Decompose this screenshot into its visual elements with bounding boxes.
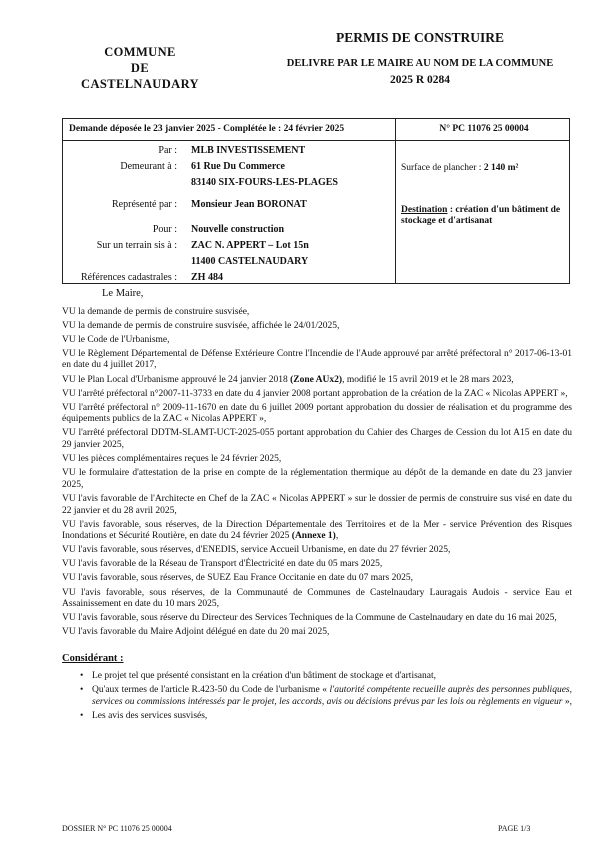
value-cadastre: ZH 484 [191,272,223,283]
permis-subtitle: DELIVRE PAR LE MAIRE AU NOM DE LA COMMUNE [286,58,554,69]
bullet-icon: • [80,711,84,722]
le-maire: Le Maire, [102,288,144,299]
table-divider-vertical [395,119,396,283]
vu-paragraph: VU l'avis favorable, sous réserves, de la Direction Départementale des Territoires et de la Mer - service Prévention des Risques Inondations et Sécurité Routière, en date du 24 février 2025 (Annexe 1), [62,519,572,542]
request-dates: Demande déposée le 23 janvier 2025 - Complétée le : 24 février 2025 [69,124,345,134]
considerant-item: • Qu'aux termes de l'article R.423-50 du Code de l'urbanisme « l'autorité compétente recueille auprès des personnes publiques, services ou commissions intéressés par le projet, les accords, avis ou décisions prévus par les lois ou règlements en vigueur », [80,685,572,707]
vu-paragraph: VU l'avis favorable du Maire Adjoint délégué en date du 20 mai 2025, [62,627,330,638]
vu-paragraph: VU l'arrêté préfectoral n°2007-11-3733 en date du 4 janvier 2008 portant approbation de la création de la ZAC « Nicolas APPERT », [62,388,568,399]
arrete-body [62,288,572,726]
vu-paragraph: VU l'avis favorable, sous réserves, de la Communauté de Communes de Castelnaudary Lauragais Audois - service Eau et Assainissement en date du 10 mars 2025, [62,587,572,610]
vu-paragraph: VU les pièces complémentaires reçues le 24 février 2025, [62,454,282,465]
surface-value: 2 140 m² [483,163,519,173]
vu-paragraph: VU le Règlement Départemental de Défense Extérieure Contre l'Incendie de l'Aude approuvé par arrêté préfectoral n° 2017-06-13-01 en date du 4 juillet 2017, [62,348,572,371]
vu-paragraph: VU l'avis favorable, sous réserve du Directeur des Services Techniques de la Commune de Castelnaudary en date du 16 mai 2025, [62,613,557,624]
vu-paragraph: VU l'arrêté préfectoral DDTM-SLAMT-UCT-2025-055 portant approbation du Cahier des Charges de Cession du lot A15 en date du 29 janvier 2025, [62,428,572,451]
bullet-icon: • [80,685,84,696]
considerant-list [62,671,572,723]
vu-paragraph: VU l'avis favorable de l'Architecte en Chef de la ZAC « Nicolas APPERT » sur le dossier de permis de construire sus visé en date du 22 janvier et du 28 avril 2025, [62,493,572,516]
label-pour: Pour : [152,224,177,235]
permis-heading [270,30,570,86]
considerant-heading: Considérant : [62,652,124,664]
vu-paragraph: VU le formulaire d'attestation de la prise en compte de la réglementation thermique au dépôt de la demande en date du 23 janvier 2025, [62,468,572,490]
vu-paragraph: VU l'avis favorable, sous réserves, de SUEZ Eau France Occitanie en date du 07 mars 2025, [62,573,413,584]
considerant-item: • Le projet tel que présenté consistant en la création d'un bâtiment de stockage et d'artisanat, [80,670,436,681]
permis-number: 2025 R 0284 [389,74,451,86]
commune-line1: COMMUNE [104,45,176,59]
commune-line3: CASTELNAUDARY [81,77,199,91]
value-representant: Monsieur Jean BORONAT [191,199,307,210]
surface-label: Surface de plancher : [401,163,482,173]
label-terrain: Sur un terrain sis à : [96,240,177,251]
vu-paragraph: VU la demande de permis de construire susvisée, [62,306,250,317]
value-demandeur: MLB INVESTISSEMENT [191,145,306,156]
destination-label: Destination [401,205,448,215]
destination-block [401,205,561,227]
vu-paragraph: VU l'arrêté préfectoral n° 2009-11-1670 en date du 6 juillet 2009 portant approbation du dossier de réalisation et du programme des équipements publics de la ZAC « Nicolas APPERT », [62,402,572,425]
vu-list [62,307,572,639]
vu-paragraph: VU le Plan Local d'Urbanisme approuvé le 24 janvier 2018 (Zone AUx2), modifié le 15 avril 2019 et le 28 mars 2023, [62,374,514,385]
label-represente: Représenté par : [112,199,177,210]
value-objet: Nouvelle construction [191,224,285,235]
label-demeurant: Demeurant à : [120,161,177,172]
considerant-item: • Les avis des services susvisés, [80,711,208,722]
value-terrain2: 11400 CASTELNAUDARY [191,256,309,267]
value-terrain1: ZAC N. APPERT – Lot 15n [191,240,309,251]
permis-title: PERMIS DE CONSTRUIRE [335,30,505,45]
label-par: Par : [158,145,177,156]
value-adresse1: 61 Rue Du Commerce [191,161,285,172]
vu-paragraph: VU la demande de permis de construire susvisée, affichée le 24/01/2025, [62,320,340,331]
surface-block [401,163,518,173]
label-cadastre: Références cadastrales : [80,272,177,283]
vu-paragraph: VU le Code de l'Urbanisme, [62,334,170,345]
commune-heading [60,44,220,92]
request-table [62,118,570,284]
footer-page: PAGE 1/3 [498,824,531,833]
table-divider-horizontal [63,140,569,141]
bullet-icon: • [80,670,84,681]
footer-dossier: DOSSIER N° PC 11076 25 00004 [62,824,172,833]
vu-paragraph: VU l'avis favorable, sous réserves, d'ENEDIS, service Accueil Urbanisme, en date du 27 février 2025, [62,545,451,556]
commune-line2: DE [130,61,150,75]
value-adresse2: 83140 SIX-FOURS-LES-PLAGES [191,177,338,188]
vu-paragraph: VU l'avis favorable de la Réseau de Transport d'Électricité en date du 05 mars 2025, [62,559,383,570]
dossier-number: N° PC 11076 25 00004 [439,124,529,134]
destination-text: : création d'un bâtiment de stockage et d'artisanat [401,205,561,226]
